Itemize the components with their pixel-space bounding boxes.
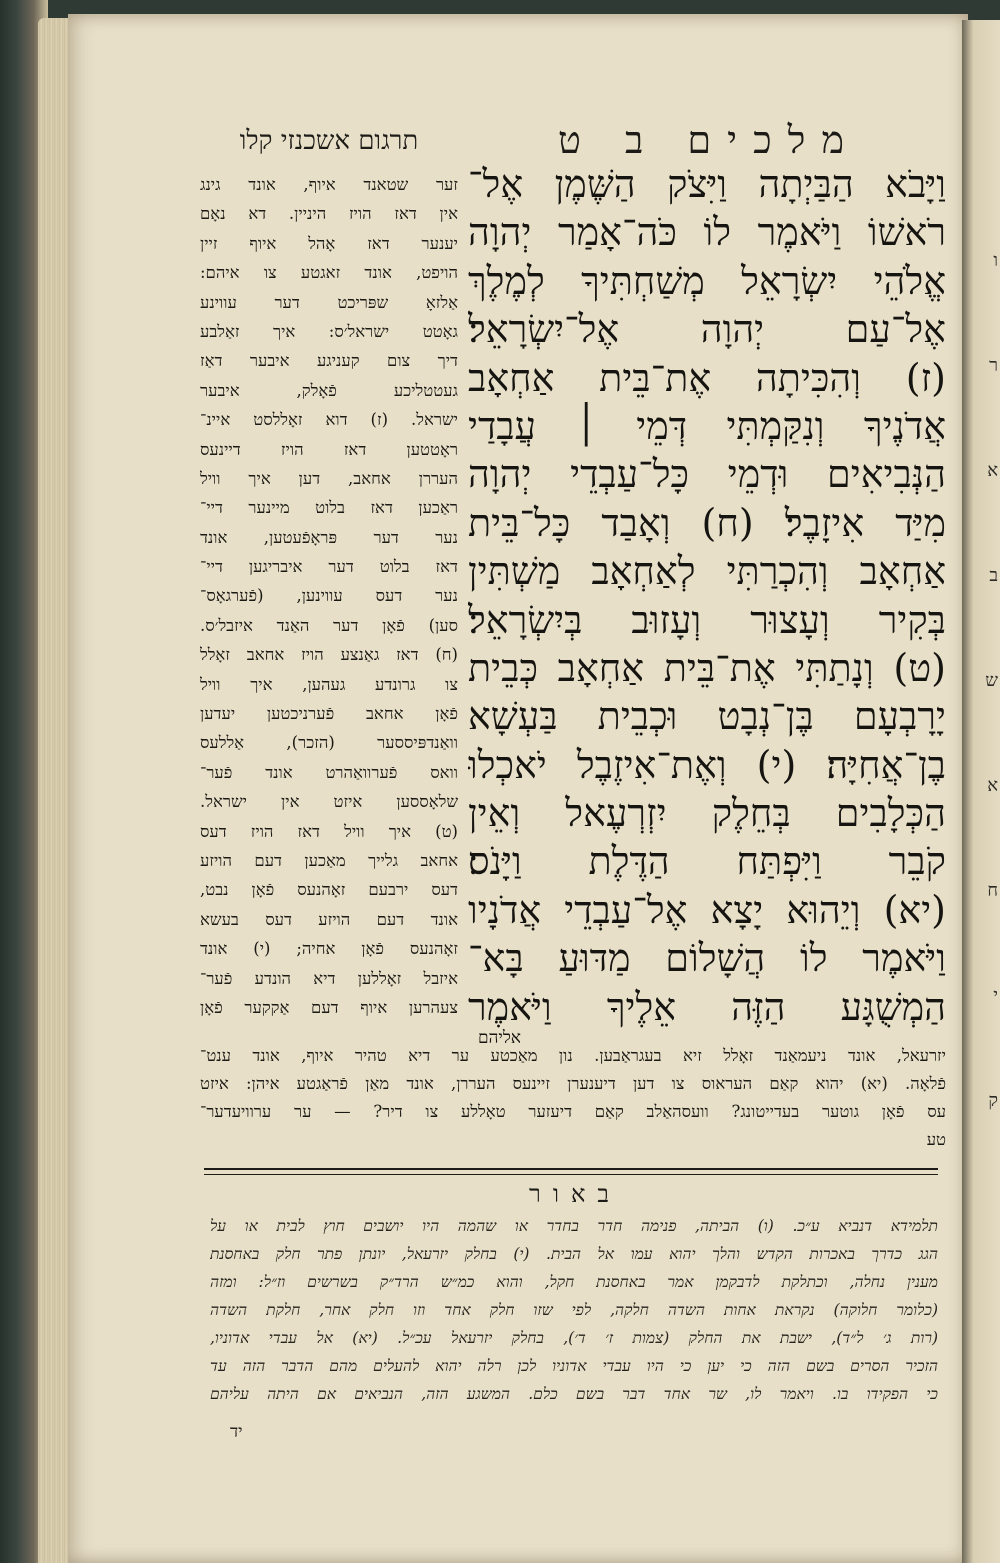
signature-mark: יד — [230, 1422, 243, 1442]
translation-line: נער דעס עווינען, (פֿערגאָס־ — [200, 586, 458, 606]
translation-line: צו גרונדע געהען, איך וויל — [200, 674, 458, 694]
translation-line: אחאב גלייך מאַכען דעם הויזע — [200, 850, 458, 870]
translation-line: טע — [926, 1130, 946, 1149]
scripture-line: וַיֹּאמֶר לוֹ הֲשָׁלוֹם מַדּוּעַ בָּא־ — [468, 936, 946, 981]
scripture-line: אַחְאָב וְהִכְרַתִּי לְאַחְאָב מַשְׁתִּין — [468, 549, 946, 594]
facing-page-glyph: ו — [993, 250, 998, 271]
translation-line: שלאָססען איזט אין ישראל. — [200, 792, 458, 812]
commentary-line: הזכיר הסרים בשם הזה כי יען כי היו עבדי אדוניו לכן רלה יהוא להעלים מהם הדבר הזה עד — [210, 1357, 938, 1375]
translation-line: צעהרען איוף דעם אַקקער פֿאָן — [200, 997, 458, 1017]
catchword: אליהם — [478, 1028, 521, 1048]
translation-line: יזרעאל, אונד ניעמאַנד זאָלל זיא בעגראַבען. נון מאַכטע ער דיא טהיר איוף, אונד ענט־ — [200, 1046, 946, 1065]
translation-line: דאז בלוט דער איבריגען דיי־ — [200, 557, 458, 577]
translation-line: אונד דעם הויזע דעס בעשא — [200, 909, 458, 929]
facing-page-glyph: י — [993, 985, 998, 1006]
translation-line: ישראל. (ז) דוא זאָללסט איינ־ — [200, 410, 458, 430]
translation-line: זאָהנעס פֿאָן אחיה; (י) אונד — [200, 939, 458, 959]
page-header-translation: תרגום אשכנזי קלו — [239, 126, 419, 156]
translation-line: יענער דאז אָהל איוף זיין — [200, 233, 458, 253]
facing-page-glyph: א — [987, 775, 998, 796]
scripture-line: בְּקִיר וְעָצוּר וְעָזוּב בְּיִשְׂרָאֵל׃ — [468, 597, 946, 642]
translation-line: אַלזאָ שפּריכט דער עווינע — [200, 292, 458, 312]
translation-continuation — [200, 1042, 946, 1154]
translation-line: וואַנדפּיססער (הזכר), אַללעס — [200, 733, 458, 753]
scripture-line: קֹבֵר וַיִּפְתַּח הַדֶּלֶת וַיָּנֹס׃ — [468, 839, 946, 884]
commentary-line: הגג כדרך באכרות הקדש והלך יהוא עמו אל הבית. (י) בחלק יזרעאל, יונתן פתר חלק באחסנת — [210, 1245, 938, 1263]
commentary-line: כי הפקידו בו. ויאמר לו, שר אחד דבר בשם כלם. המשגע הזה, הנביאים אם היתה עליהם — [210, 1385, 938, 1403]
scripture-line: בֶן־אֲחִיָּה׃ (י) וְאֶת־אִיזֶבֶל יֹאכְלוּ — [468, 742, 946, 787]
scripture-line: הַכְּלָבִים בְּחֵלֶק יִזְרְעֶאל וְאֵין — [468, 791, 946, 836]
translation-line: פֿאָן אחאב פֿערניכטען יעדען — [200, 704, 458, 724]
translation-line: ראַכען דאז בלוט מיינער דיי־ — [200, 498, 458, 518]
translation-line: נער דער פּראָפֿעטען, אונד — [200, 527, 458, 547]
commentary-body — [210, 1212, 938, 1408]
translation-line: זער שטאנד איוף, אונד גינג — [200, 175, 458, 194]
translation-line: (ט) איך וויל דאז הויז דעס — [200, 821, 458, 841]
facing-page-glyph: ר — [989, 355, 998, 376]
scripture-line: אֲדֹנֶיךָ וְנִקַּמְתִּי דְּמֵי ׀ עֲבָדַי — [468, 403, 946, 448]
facing-page-glyph: ק — [988, 1090, 998, 1111]
translation-line: געטטליכע פֿאָלק, איבער — [200, 380, 458, 400]
translation-line: דיך צום קעניגע איבער דאַז — [200, 351, 458, 371]
translation-column — [200, 170, 458, 1022]
commentary-line: תלמידא דנביא ע״כ. (ו) הביתה, פנימה חדר בחדר או שהמה היו יושבים חוץ לבית או על — [210, 1217, 938, 1235]
scripture-line: וַיָּבֹא הַבַּיְתָה וַיִּצֹק הַשֶּׁמֶן אֶל־ — [468, 162, 946, 206]
commentary-line: מענין נחלה, וכתלקת לדבקמן אמר באחסנת חקל, והוא כמ״ש הרד״ק בשרשים וז״ל: ומזה — [210, 1273, 938, 1291]
scripture-line: רֹאשׁוֹ וַיֹּאמֶר לוֹ כֹּה־אָמַר יְהוָה — [468, 210, 946, 255]
main-scripture-column — [468, 160, 946, 1048]
translation-line: אין דאז הויז היניין. דא נאָם — [200, 204, 458, 224]
facing-page-glyph: א — [987, 460, 998, 481]
translation-line: סען) פֿאָן דער האַנד איזבל׳ס. — [200, 615, 458, 635]
facing-page-glyph: ב — [989, 565, 998, 586]
translation-line: גאָטט ישראל׳ס: איך זאַלבע — [200, 321, 458, 341]
translation-line: עס פֿאָן גוטער בעדייטונג? וועסהאַלב קאַם דיעזער טאָללע צו דיר? — ער ערוויעדער־ — [200, 1102, 946, 1121]
translation-line: הויפט, אונד זאגטע צו איהם: — [200, 263, 458, 283]
facing-page-edge — [962, 20, 1000, 1563]
translation-line: (ח) דאז גאַנצע הויז אחאב זאָלל — [200, 645, 458, 665]
commentary-title: באור — [529, 1180, 621, 1208]
translation-line: איזבל זאָללען דיא הונדע פֿער־ — [200, 968, 458, 988]
scripture-line: אֶל־עַם יְהוָה אֶל־יִשְׂרָאֵל׃ — [468, 307, 946, 352]
translation-line: דעס ירבעם זאָהנעס פֿאָן נבט, — [200, 880, 458, 900]
commentary-line: (כלומר חלוקה) נקראת אחות השדה חלקה, לפי שזו חלק אחד וזו חלק אחר, חלקת השדה — [210, 1301, 938, 1319]
translation-line: העררן אחאב, דען איך וויל — [200, 468, 458, 488]
scripture-line: יָרָבְעָם בֶּן־נְבָט וּכְבֵית בַּעְשָׁא — [468, 694, 946, 739]
scripture-line: הַמְשֻׁגָּע הַזֶּה אֵלֶיךָ וַיֹּאמֶר — [468, 984, 946, 1029]
facing-page-glyph: ש — [985, 670, 998, 691]
scripture-line: (ט) וְנָתַתִּי אֶת־בֵּית אַחְאָב כְּבֵית — [468, 645, 946, 690]
page-header-book-chapter: מלכים ב ט — [558, 118, 860, 162]
section-divider — [204, 1168, 938, 1175]
commentary-line: (רות ג׳ ל״ד), ישבת את החלק (צמות ז׳ ד׳), בחלק יזרעאל עכ״ל. (יא) אל עבדי אדוניו, — [210, 1329, 938, 1347]
scripture-line: (יא) וְיֵהוּא יָצָא אֶל־עַבְדֵי אֲדֹנָיו — [468, 887, 946, 932]
facing-page-glyph: ח — [987, 880, 998, 901]
scripture-line: הַנְּבִיאִים וּדְמֵי כָּל־עַבְדֵי יְהוָה — [468, 452, 946, 497]
translation-line: פֿלאָה. (יא) יהוא קאַם העראוס צו דען דיענערן זיינעס העררן, אונד מאַן פֿראַגטע איהן: איזט — [200, 1074, 946, 1093]
translation-line: ראָטטען דאז הויז דיינעס — [200, 439, 458, 459]
scripture-line: מִיַּד אִיזָבֶל׃ (ח) וְאָבַד כָּל־בֵּית — [468, 500, 946, 545]
scripture-line: (ז) וְהִכִּיתָה אֶת־בֵּית אַחְאָב — [468, 355, 946, 400]
translation-line: וואס פֿערוואַהרט אונד פֿער־ — [200, 762, 458, 782]
scripture-line: אֱלֹהֵי יִשְׂרָאֵל מְשַׁחְתִּיךָ לְמֶלֶךְ — [468, 258, 946, 303]
